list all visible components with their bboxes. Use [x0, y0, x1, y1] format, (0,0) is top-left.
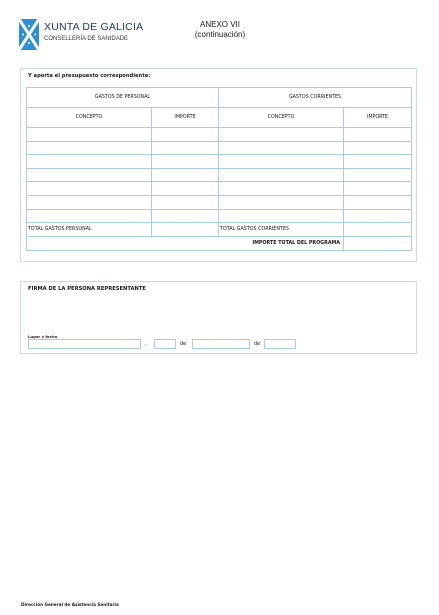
col-concepto-corrientes: CONCEPTO — [219, 108, 344, 128]
cell-concepto-personal[interactable] — [27, 155, 152, 169]
cell-importe-personal[interactable] — [152, 195, 219, 209]
cell-importe-personal[interactable] — [152, 128, 219, 142]
de-separator: de — [254, 341, 261, 347]
table-row — [27, 182, 412, 196]
cell-importe-personal[interactable] — [152, 168, 219, 182]
cell-concepto-personal[interactable] — [27, 195, 152, 209]
cell-concepto-corrientes[interactable] — [219, 195, 344, 209]
logo-subtitle: CONSELLERÍA DE SANIDADE — [44, 36, 129, 42]
table-row — [27, 155, 412, 169]
annex-heading — [180, 20, 260, 40]
total-personal-value[interactable] — [152, 223, 219, 237]
signature-heading: FIRMA DE LA PERSONA REPRESENTANTE — [28, 286, 146, 292]
cell-importe-corrientes[interactable] — [344, 155, 412, 169]
cell-importe-corrientes[interactable] — [344, 209, 412, 223]
cell-concepto-corrientes[interactable] — [219, 182, 344, 196]
cell-importe-personal[interactable] — [152, 155, 219, 169]
cell-concepto-corrientes[interactable] — [219, 128, 344, 142]
table-row — [27, 141, 412, 155]
annex-title: ANEXO VII — [199, 20, 240, 29]
cell-importe-personal[interactable] — [152, 141, 219, 155]
total-corrientes-value[interactable] — [344, 223, 412, 237]
group-corrientes-header: GASTOS CORRIENTES — [219, 88, 412, 108]
year-field[interactable] — [264, 339, 296, 349]
cell-concepto-corrientes[interactable] — [219, 209, 344, 223]
cell-importe-corrientes[interactable] — [344, 141, 412, 155]
place-date-label: Lugar y fecha — [28, 334, 58, 339]
cell-importe-personal[interactable] — [152, 182, 219, 196]
xunta-logo — [19, 19, 164, 55]
cell-importe-corrientes[interactable] — [344, 168, 412, 182]
logo-title: XUNTA DE GALICIA — [44, 21, 144, 33]
footer-text: Dirección General de Asistencia Sanitaria — [21, 602, 119, 607]
place-field[interactable] — [28, 339, 141, 349]
xunta-logo-icon — [19, 19, 39, 50]
col-importe-personal: IMPORTE — [152, 108, 219, 128]
signature-panel — [20, 281, 417, 354]
cell-importe-corrientes[interactable] — [344, 182, 412, 196]
cell-concepto-personal[interactable] — [27, 182, 152, 196]
total-programa-value[interactable] — [344, 237, 412, 251]
cell-concepto-personal[interactable] — [27, 141, 152, 155]
de-separator: de — [180, 341, 187, 347]
total-programa-label: IMPORTE TOTAL DEL PROGRAMA — [27, 237, 344, 251]
cell-concepto-personal[interactable] — [27, 209, 152, 223]
cell-concepto-personal[interactable] — [27, 128, 152, 142]
total-corrientes-label: TOTAL GASTOS CORRIENTES — [219, 223, 344, 237]
comma-separator: , — [145, 341, 147, 347]
cell-concepto-personal[interactable] — [27, 168, 152, 182]
day-field[interactable] — [154, 339, 176, 349]
cell-concepto-corrientes[interactable] — [219, 168, 344, 182]
budget-table — [26, 87, 412, 251]
cell-importe-corrientes[interactable] — [344, 128, 412, 142]
table-row — [27, 209, 412, 223]
cell-importe-personal[interactable] — [152, 209, 219, 223]
table-row — [27, 168, 412, 182]
table-row — [27, 195, 412, 209]
col-concepto-personal: CONCEPTO — [27, 108, 152, 128]
cell-concepto-corrientes[interactable] — [219, 141, 344, 155]
group-personal-header: GASTOS DE PERSONAL — [27, 88, 219, 108]
month-field[interactable] — [192, 339, 250, 349]
col-importe-corrientes: IMPORTE — [344, 108, 412, 128]
budget-heading: Y aporta el presupuesto correspondiente: — [28, 73, 151, 79]
cell-concepto-corrientes[interactable] — [219, 155, 344, 169]
budget-panel — [20, 68, 417, 262]
total-personal-label: TOTAL GASTOS PERSONAL — [27, 223, 152, 237]
annex-subtitle: (continuación) — [194, 30, 246, 39]
table-row — [27, 128, 412, 142]
cell-importe-corrientes[interactable] — [344, 195, 412, 209]
